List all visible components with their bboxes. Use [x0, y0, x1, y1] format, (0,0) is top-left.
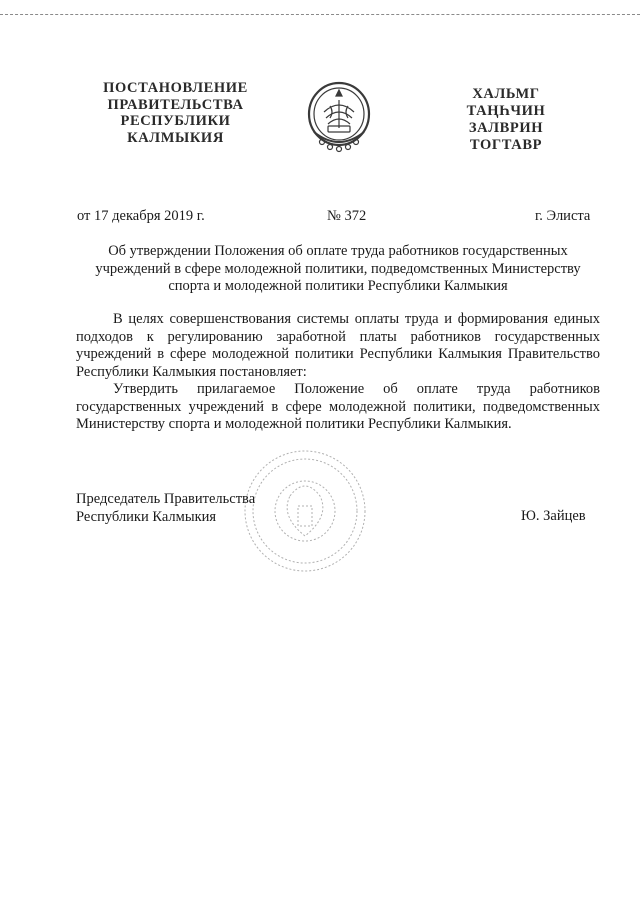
body-paragraph: Утвердить прилагаемое Положение об оплате труда работников государственных учреждений в сфере молодежной политики, подведомственных Министерству спорта и молодежной политики Республики Калмыкия.	[76, 381, 600, 432]
republic-of-kalmykia-emblem-icon	[300, 76, 378, 156]
document-city: г. Элиста	[535, 208, 591, 224]
document-date: от 17 декабря 2019 г.	[77, 208, 205, 224]
header-right-line: ХАЛЬМГ	[472, 86, 540, 102]
signatory-position-line: Республики Калмыкия	[76, 509, 217, 525]
header-left-line: ПРАВИТЕЛЬСТВА	[107, 96, 244, 113]
header-title-russian	[88, 80, 263, 146]
signatory-position-line: Председатель Правительства	[76, 491, 256, 507]
document-number: № 372	[327, 208, 367, 224]
resolution-title: Об утверждении Положения об оплате труда работников государственных учреждений в сфере молодежной политики, подведомственных Министерству спорта и молодежной политики Республики Калмыкия	[95, 243, 581, 294]
header-title-kalmyk	[456, 86, 556, 154]
header-left-line: РЕСПУБЛИКИ	[120, 113, 231, 129]
signatory-position	[76, 490, 255, 526]
official-seal-stamp-icon	[240, 446, 370, 576]
signatory-name: Ю. Зайцев	[521, 508, 586, 524]
header-right-line: ТАҢҺЧИН	[466, 103, 546, 119]
header-right-line: ЗАЛВРИН	[468, 120, 544, 136]
header-right-line: ТОГТАВР	[469, 137, 543, 153]
resolution-body	[76, 311, 600, 434]
scan-top-edge	[0, 14, 640, 15]
header-left-line: КАЛМЫКИЯ	[127, 129, 224, 146]
body-paragraph: В целях совершенствования системы оплаты труда и формирования единых подходов к регулированию заработной платы работников государственных учреждений в сфере молодежной политики Республики Калмыкия Правительство Республики Калмыкия постановляет:	[76, 311, 600, 380]
header-left-line: ПОСТАНОВЛЕНИЕ	[103, 80, 248, 96]
